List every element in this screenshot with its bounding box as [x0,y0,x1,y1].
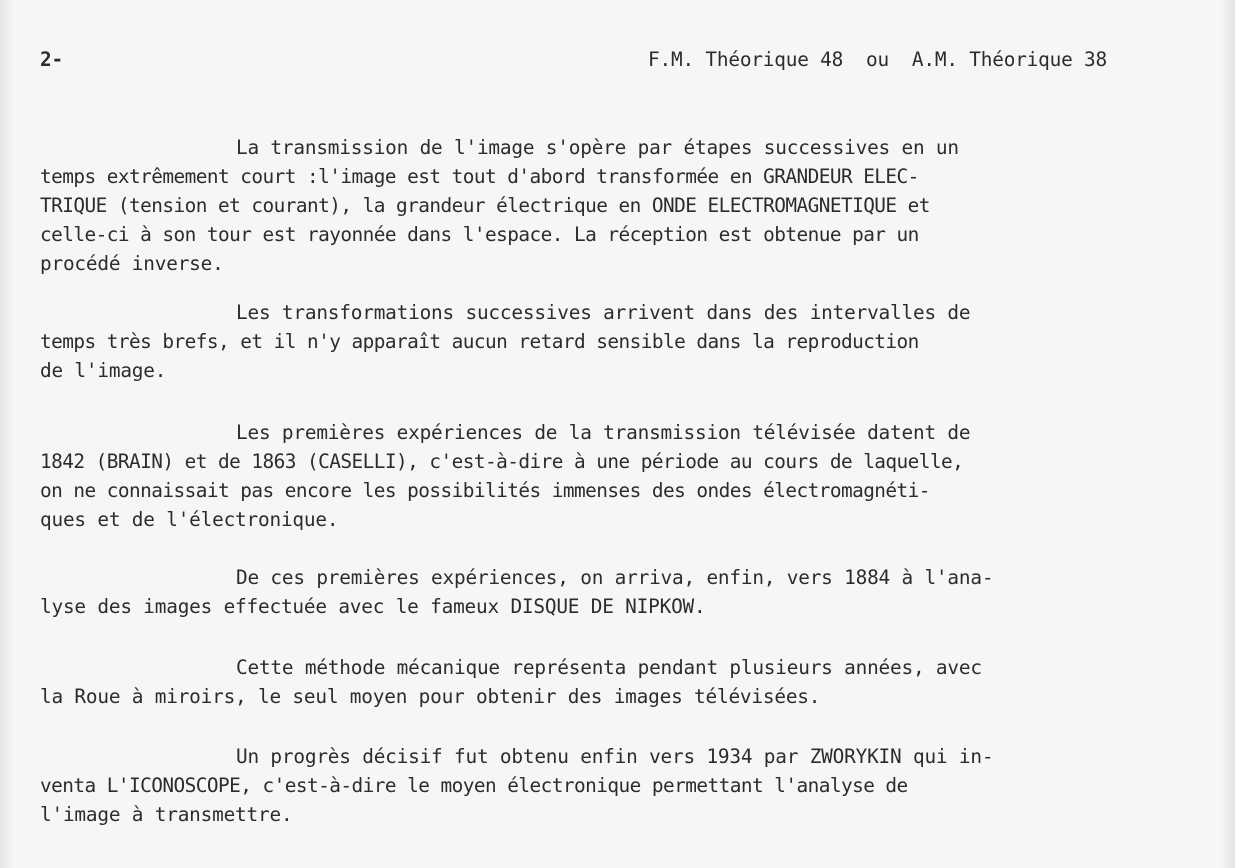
text-line: ques et de l'électronique. [40,508,339,531]
text-line: venta L'ICONOSCOPE, c'est-à-dire le moyen électronique permettant l'analyse de [40,774,908,797]
text-line: TRIQUE (tension et courant), la grandeur électrique en ONDE ELECTROMAGNETIQUE et [40,194,930,217]
text-line: De ces premières expériences, on arriva, enfin, vers 1884 à l'ana- [236,566,994,589]
paragraph [40,653,1100,711]
text-line: temps très brefs, et il n'y apparaît aucun retard sensible dans la reproduction [40,330,919,353]
text-line: procédé inverse. [40,252,224,275]
text-line: Les premières expériences de la transmission télévisée datent de [236,421,971,444]
running-title: F.M. Théorique 48 ou A.M. Théorique 38 [648,48,1107,71]
text-line: lyse des images effectuée avec le fameux DISQUE DE NIPKOW. [40,595,706,618]
page-edge-shadow [0,0,14,868]
paragraph [40,298,1100,385]
paragraph [40,563,1100,621]
text-line: celle-ci à son tour est rayonnée dans l'espace. La réception est obtenue par un [40,223,919,246]
text-line: de l'image. [40,359,167,382]
page-number: 2- [40,48,63,71]
paragraph [40,418,1100,534]
text-line: temps extrêmement court :l'image est tout d'abord transformée en GRANDEUR ELEC- [40,165,919,188]
page-edge-shadow [1221,0,1235,868]
page-header [40,48,1107,78]
text-line: Les transformations successives arrivent dans des intervalles de [236,301,971,324]
text-line: la Roue à miroirs, le seul moyen pour obtenir des images télévisées. [40,685,821,708]
text-line: Un progrès décisif fut obtenu enfin vers 1934 par ZWORYKIN qui in- [236,745,994,768]
paragraph [40,133,1100,278]
text-line: 1842 (BRAIN) et de 1863 (CASELLI), c'est-à-dire à une période au cours de laquelle, [40,450,964,473]
text-line: on ne connaissait pas encore les possibilités immenses des ondes électromagnéti- [40,479,930,502]
text-line: Cette méthode mécanique représenta pendant plusieurs années, avec [236,656,982,679]
text-line: l'image à transmettre. [40,803,293,826]
text-line: La transmission de l'image s'opère par étapes successives en un [236,136,959,159]
paragraph [40,742,1100,829]
